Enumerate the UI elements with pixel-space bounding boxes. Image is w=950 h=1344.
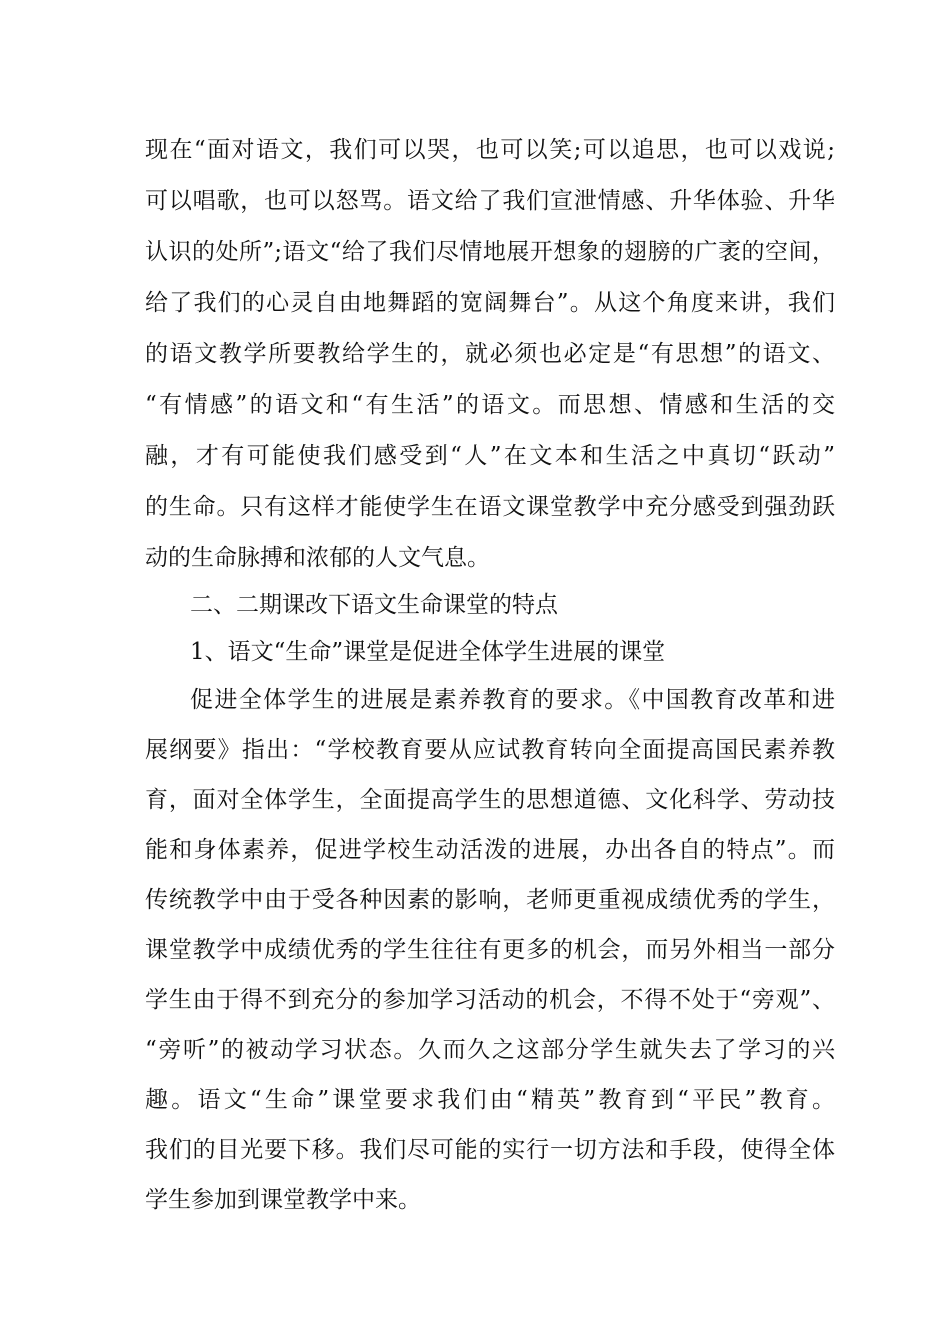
paragraph-line: 学生参加到课堂教学中来。 <box>145 1187 421 1213</box>
paragraph-line: 能和身体素养，促进学校生动活泼的进展，办出各自的特点”。而 <box>145 837 835 863</box>
paragraph-line: 可以唱歌，也可以怒骂。语文给了我们宣泄情感、升华体验、升华 <box>145 188 835 214</box>
paragraph-line: 趣。语文“生命”课堂要求我们由“精英”教育到“平民”教育。 <box>145 1087 835 1113</box>
paragraph-line: 学生由于得不到充分的参加学习活动的机会，不得不处于“旁观”、 <box>145 987 835 1013</box>
paragraph-line: 传统教学中由于受各种因素的影响，老师更重视成绩优秀的学生， <box>145 887 835 913</box>
paragraph-line: 的生命。只有这样才能使学生在语文课堂教学中充分感受到强劲跃 <box>145 494 835 520</box>
paragraph-line: 的语文教学所要教给学生的，就必须也必定是“有思想”的语文、 <box>145 341 835 367</box>
paragraph-line: “有情感”的语文和“有生活”的语文。而思想、情感和生活的交 <box>145 392 835 418</box>
paragraph-line: 我们的目光要下移。我们尽可能的实行一切方法和手段，使得全体 <box>145 1137 835 1163</box>
paragraph-line: “旁听”的被动学习状态。久而久之这部分学生就失去了学习的兴 <box>145 1037 835 1063</box>
paragraph-line: 融，才有可能使我们感受到“人”在文本和生活之中真切“跃动” <box>145 443 835 469</box>
section-heading: 二、二期课改下语文生命课堂的特点 <box>190 592 558 618</box>
paragraph-line: 育，面对全体学生，全面提高学生的思想道德、文化科学、劳动技 <box>145 787 835 813</box>
paragraph-line: 促进全体学生的进展是素养教育的要求。《中国教育改革和进 <box>190 687 835 713</box>
paragraph-line: 认识的处所”;语文“给了我们尽情地展开想象的翅膀的广袤的空间， <box>145 239 835 265</box>
subsection-heading: 1、语文“生命”课堂是促进全体学生进展的课堂 <box>190 639 666 665</box>
paragraph-line: 给了我们的心灵自由地舞蹈的宽阔舞台”。从这个角度来讲，我们 <box>145 290 835 316</box>
paragraph-line: 展纲要》指出：“学校教育要从应试教育转向全面提高国民素养教 <box>145 737 835 763</box>
paragraph-line: 课堂教学中成绩优秀的学生往往有更多的机会，而另外相当一部分 <box>145 937 835 963</box>
paragraph-line: 动的生命脉搏和浓郁的人文气息。 <box>145 545 490 571</box>
paragraph-line: 现在“面对语文，我们可以哭，也可以笑;可以追思，也可以戏说; <box>145 137 835 163</box>
